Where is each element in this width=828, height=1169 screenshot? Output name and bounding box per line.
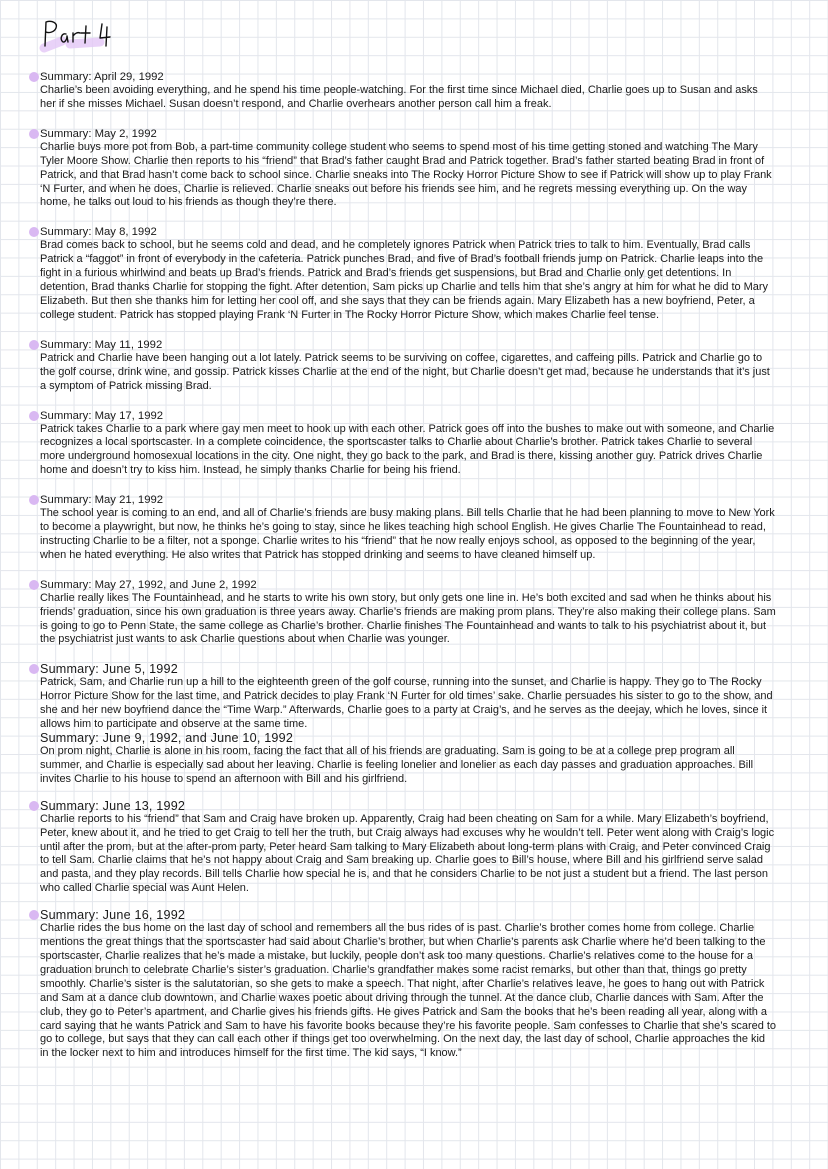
entry-body: Charlie really likes The Fountainhead, and he starts to write his own story, but only gets one line in. He’s both excited and sad when he thinks about his friends’ graduation, since his own graduation is three years away. Charlie’s friends are making prom plans. They’re also making their college plans. Sam is going to go to Penn State, the same college as Charlie’s brother. Charlie finishes The Fountainhead and wants to talk to his psychiatrist about it, but the psychiatrist just wants to ask Charlie questions about when Charlie was younger. [40, 591, 776, 646]
summary-entry [40, 800, 776, 896]
entry-body: Patrick, Sam, and Charlie run up a hill to the eighteenth green of the golf course, running into the sunset, and Charlie is happy. They go to The Rocky Horror Picture Show for the last time, and Patrick decides to play Frank ‘N Furter for old times’ sake. Charlie persuades his sister to go to the show, and she and her new boyfriend dance the “Time Warp.” Afterwards, Charlie goes to a party at Craig’s, and he serves as the deejay, which he loves, since it allows him to participate and observe at the same time. [40, 676, 773, 731]
entry-heading [40, 909, 776, 922]
entry-body: Charlie reports to his “friend” that Sam and Craig have broken up. Apparently, Craig had been cheating on Sam for a while. Mary Elizabeth’s boyfriend, Peter, knew about it, and he tried to get Craig to tell her the truth, but Craig always had excuses why he wouldn’t tell. Peter went along with Craig’s logic until after the prom, but at the after-prom party, Peter heard Sam talking to Mary Elizabeth about long-term plans with Craig, and Peter convinced Craig to tell Sam. Charlie claims that he’s not happy about Craig and Sam breaking up. Charlie goes to Bill’s house, where Bill and his girlfriend serve salad and pasta, and they play records. Bill tells Charlie how special he is, and that he considers Charlie to be not just a student but a friend. The last person who called Charlie special was Aunt Helen. [40, 812, 775, 895]
summary-entry [40, 226, 776, 322]
heading-text: Summary: May 2, 1992 [40, 127, 157, 140]
summary-entry [40, 579, 776, 648]
entry-body: Charlie buys more pot from Bob, a part-time community college student who seems to spend most of his time getting stoned and watching The Mary Tyler Moore Show. Charlie then reports to his “friend” that Brad’s father caught Brad and Patrick together. Brad’s father started beating Brad in front of Patrick, and that Brad hasn’t come back to school since. Charlie sneaks into The Rocky Horror Picture Show to see if Patrick will show up to play Frank ‘N Furter, and when he does, Charlie is relieved. Charlie sneaks out before his friends see him, and he regrets messing everything up. On the way home, he talks out loud to his friends as though they’re there. [40, 140, 772, 209]
entry-subheading: Summary: June 9, 1992, and June 10, 1992 [40, 731, 294, 745]
bullet-dot-icon [29, 411, 39, 421]
entry-heading [40, 339, 776, 352]
bullet-dot-icon [29, 580, 39, 590]
bullet-dot-icon [29, 801, 39, 811]
bullet-dot-icon [29, 495, 39, 505]
summary-entry [40, 663, 776, 786]
heading-text: Summary: May 27, 1992, and June 2, 1992 [40, 578, 257, 591]
heading-text: Summary: May 17, 1992 [40, 409, 164, 422]
bullet-dot-icon [29, 227, 39, 237]
entry-heading [40, 800, 776, 813]
summary-entry [40, 410, 776, 479]
page-title [36, 14, 156, 54]
heading-text: Summary: June 13, 1992 [40, 798, 186, 813]
bullet-dot-icon [29, 72, 39, 82]
entry-heading [40, 579, 776, 592]
heading-text: Summary: June 5, 1992 [40, 662, 178, 677]
summaries [40, 71, 776, 1077]
summary-entry [40, 494, 776, 563]
heading-text: Summary: May 11, 1992 [40, 338, 163, 351]
heading-text: Summary: May 8, 1992 [40, 226, 157, 239]
entry-heading [40, 226, 776, 239]
entry-body: Patrick takes Charlie to a park where gay men meet to hook up with each other. Patrick goes off into the bushes to make out with someone, and Charlie recognizes a local sportscaster. In a complete coincidence, the sportscaster talks to Charlie about Charlie’s brother. Patrick takes Charlie to several more underground homosexual locations in the city. One night, they go back to the park, and Brad is there, kissing another guy. Patrick drives Charlie home and doesn’t try to kiss him. Instead, he simply thanks Charlie for being his friend. [40, 422, 775, 477]
entry-body: Charlie’s been avoiding everything, and he spend his time people-watching. For the first time since Michael died, Charlie goes up to Susan and asks her if she misses Michael. Susan doesn’t respond, and Charlie overhears another person call him a freak. [40, 84, 758, 110]
entry-heading [40, 663, 776, 676]
entry-body: The school year is coming to an end, and all of Charlie’s friends are busy making plans. Bill tells Charlie that he had been planning to move to New York to become a playwright, but now, he thinks he’s going to stay, since he likes teaching high school English. He gives Charlie The Fountainhead to read, instructing Charlie to be a filter, not a sponge. Charlie writes to his “friend” that he now really enjoys school, as opposed to the beginning of the year, when he hated everything. He also writes that Patrick has stopped drinking and seems to have cleaned himself up. [40, 507, 775, 561]
bullet-dot-icon [29, 910, 39, 920]
summary-entry [40, 339, 776, 394]
summary-entry [40, 909, 776, 1061]
entry-body: Brad comes back to school, but he seems cold and dead, and he completely ignores Patrick when Patrick tries to talk to him. Eventually, Brad calls Patrick a “faggot” in front of everybody in the cafeteria. Patrick punches Brad, and five of Brad’s football friends jump on Patrick. Charlie leaps into the fight in a furious whirlwind and beats up Brad’s friends. Patrick and Brad’s friends get suspensions, but Brad and Charlie only get detentions. In detention, Brad thanks Charlie for stopping the fight. After detention, Sam picks up Charlie and tells him that she’s angry at him for what he did to Mary Elizabeth. But then she thanks him for letting her cool off, and she says that they can be friends again. Mary Elizabeth has a new boyfriend, Peter, a college student. Patrick has stopped playing Frank ‘N Furter in The Rocky Horror Picture Show, which makes Charlie feel tense. [40, 239, 769, 321]
summary-entry [40, 71, 776, 112]
heading-text: Summary: June 16, 1992 [40, 908, 186, 923]
entry-heading [40, 494, 776, 507]
entry-heading [40, 71, 776, 84]
summary-entry [40, 128, 776, 211]
entry-subbody: On prom night, Charlie is alone in his room, facing the fact that all of his friends are graduating. Sam is going to be at a college prep program all summer, and Charlie is especially sad about her leaving. Charlie is feeling lonelier and lonelier as each day passes and graduation approaches. Bill invites Charlie to his house to spend an afternoon with Bill and his girlfriend. [40, 745, 754, 785]
bullet-dot-icon [29, 664, 39, 674]
handwritten-title-icon [36, 14, 156, 54]
entry-body: Patrick and Charlie have been hanging out a lot lately. Patrick seems to be surviving on coffee, cigarettes, and caffeing pills. Patrick and Charlie go to the golf course, drink wine, and gossip. Patrick kisses Charlie at the end of the night, but Charlie doesn’t get mad, because he understands that it’s just a symptom of Patrick missing Brad. [40, 351, 770, 392]
entry-heading [40, 128, 776, 141]
bullet-dot-icon [29, 129, 39, 139]
heading-text: Summary: May 21, 1992 [40, 494, 164, 507]
heading-text: Summary: April 29, 1992 [40, 71, 164, 83]
entry-body: Charlie rides the bus home on the last day of school and remembers all the bus rides of is past. Charlie’s brother comes home from college. Charlie mentions the great things that the sportscaster had said about Charlie’s brother, but when Charlie’s parents ask Charlie where he’d been talking to the sportscaster, Charlie realizes that he’s made a mistake, but luckily, people don’t ask too many questions. Charlie’s relatives come to the house for a graduation brunch to celebrate Charlie’s sister’s graduation. Charlie’s grandfather makes some racist remarks, but other than that, things go pretty smoothly. Charlie’s sister is the salutatorian, so she gets to make a speech. That night, after Charlie’s relatives leave, he goes to hang out with Patrick and Sam at a dance club downtown, and Charlie waxes poetic about driving through the tunnel. At the dance club, Charlie dances with Sam. After the club, they go to Peter’s apartment, and Charlie gives his friends gifts. He gives Patrick and Sam the books that he’s been reading all year, along with a card saying that he wants Patrick and Sam to have his favorite books because they’re his favorite people. Sam confesses to Charlie that she’s scared to go to college, but says that they can call each other if things get too overwhelming. On the next day, the last day of school, Charlie approaches the kid in the locker next to him and introduces himself for the first time. The kid says, “I know.” [40, 922, 777, 1060]
bullet-dot-icon [29, 340, 39, 350]
entry-heading [40, 410, 776, 423]
